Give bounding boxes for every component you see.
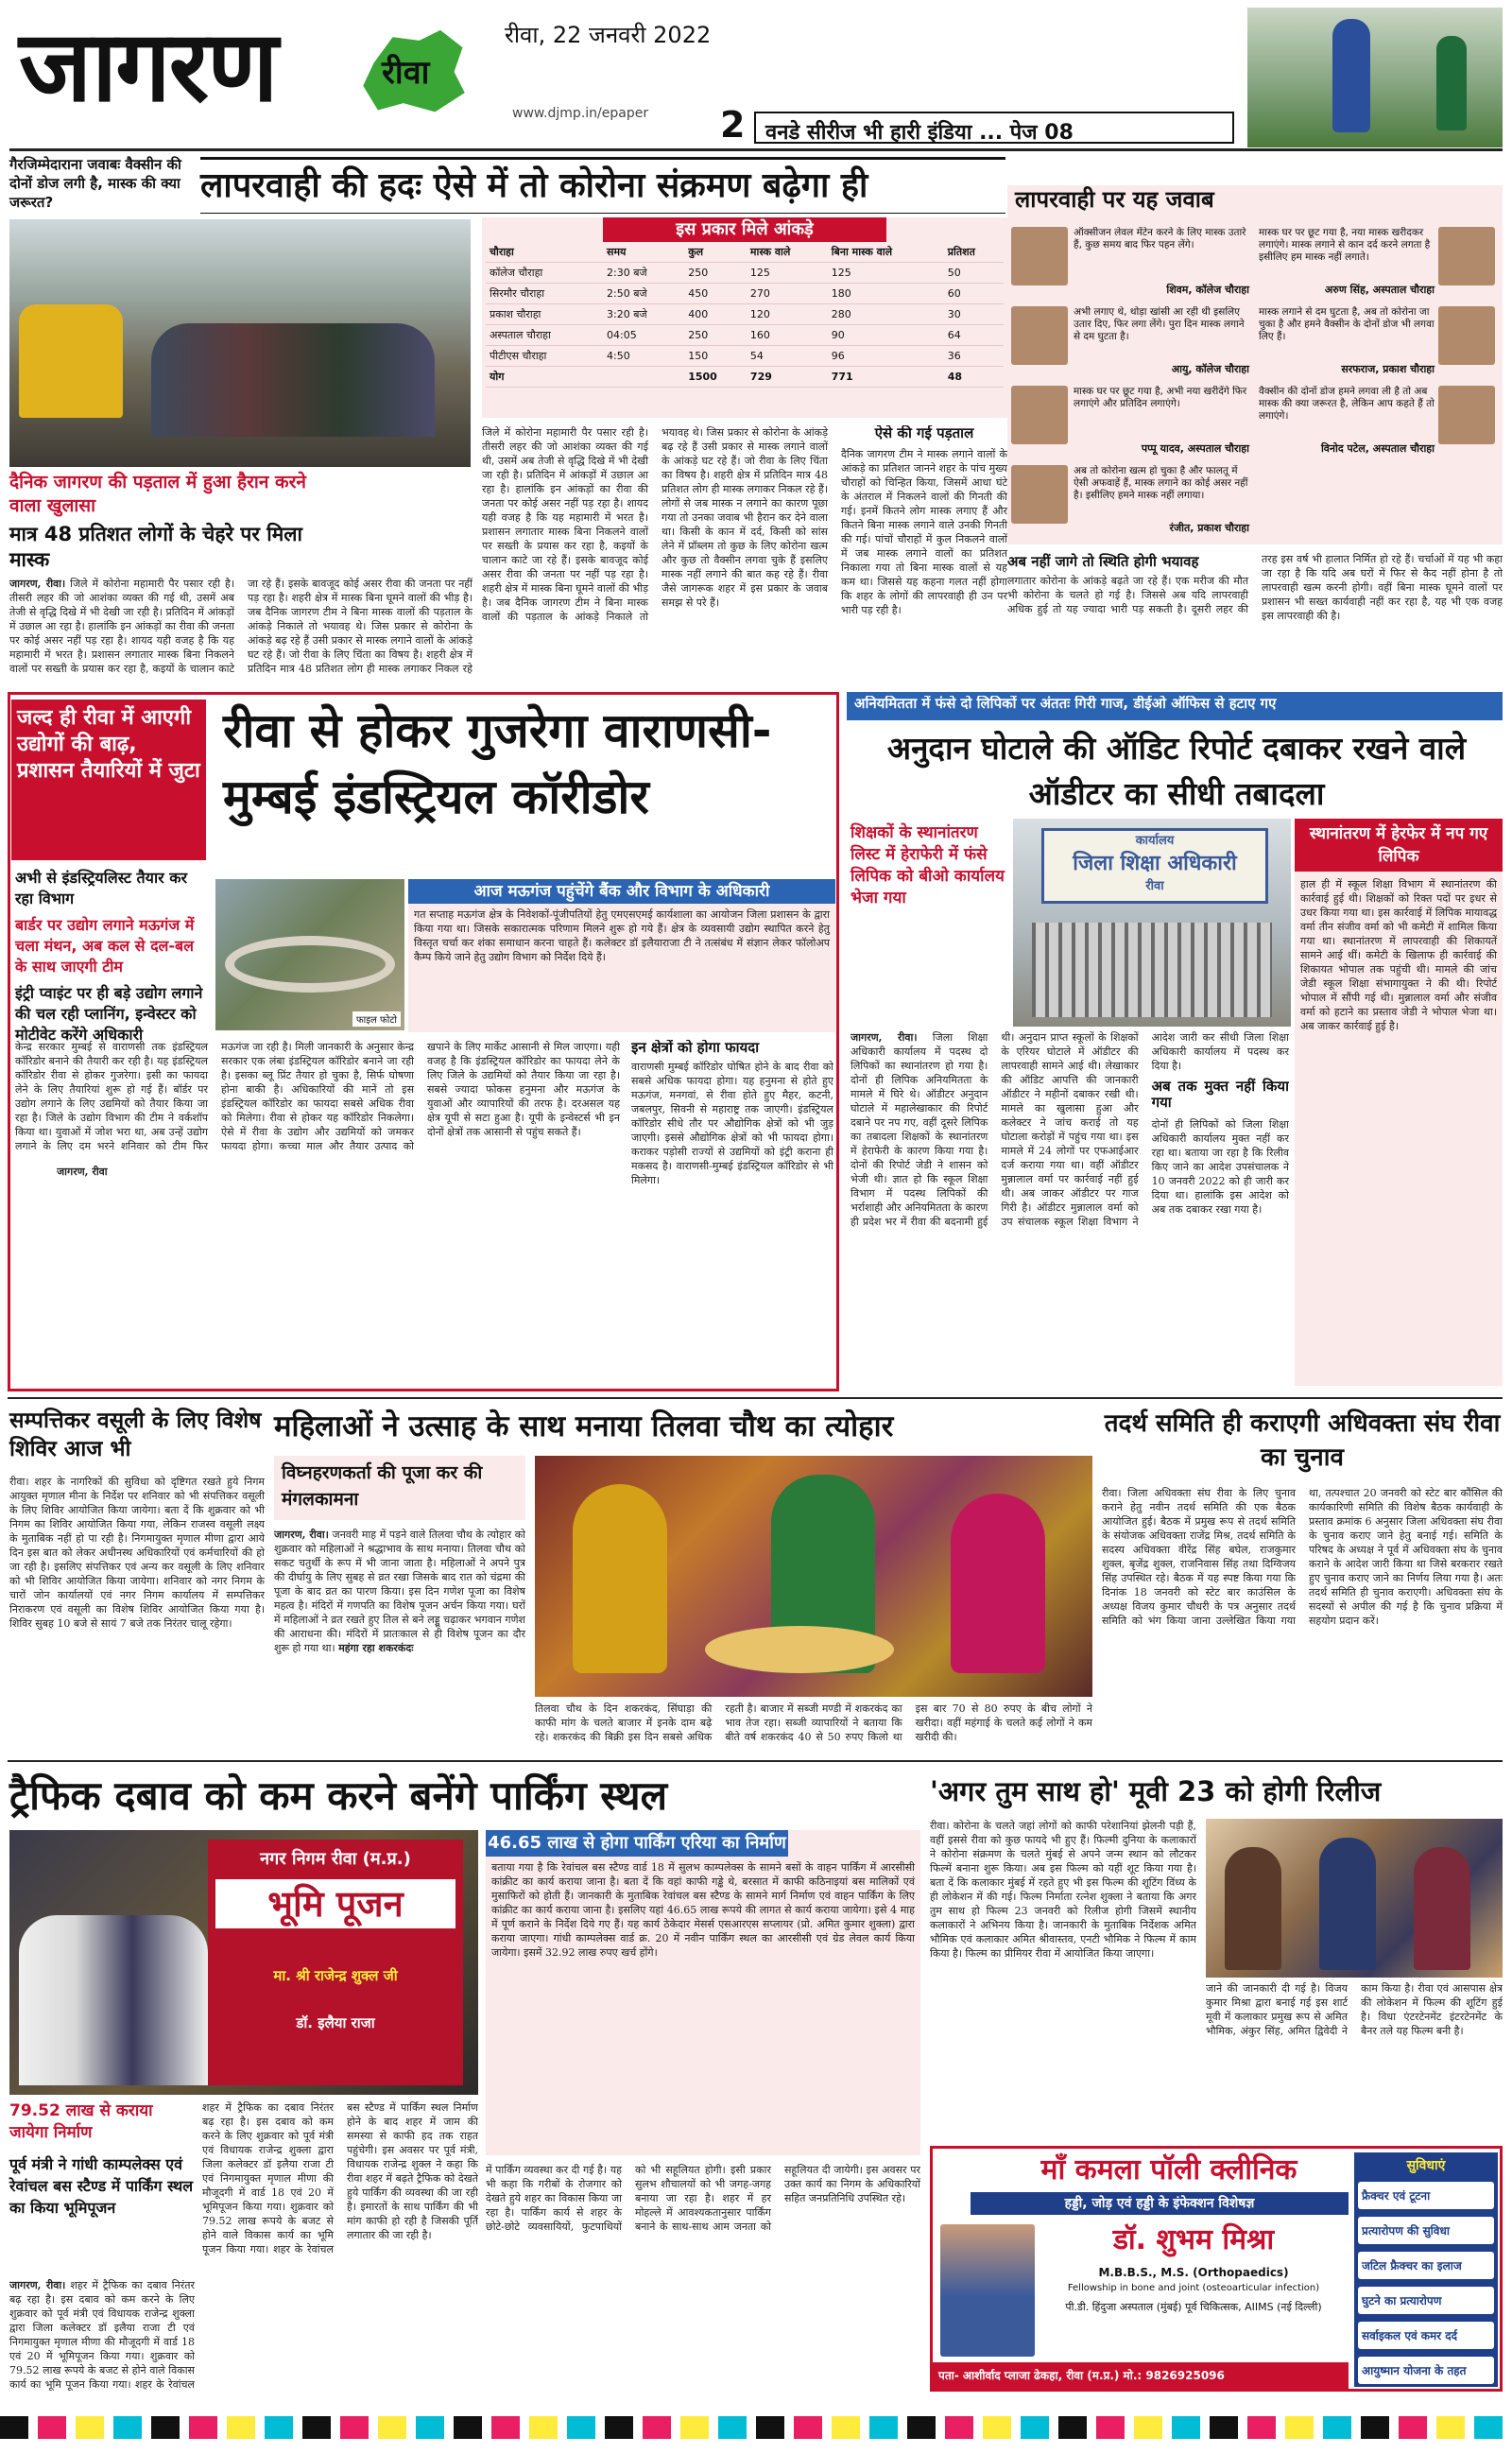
corridor-kicker-box (11, 700, 206, 860)
facility-item: सर्वाइकल एवं कमर दर्द (1358, 2322, 1494, 2349)
actor-figure-3 (1414, 1847, 1470, 1970)
table-header-row (486, 242, 1004, 263)
response-text: वैक्सीन की दोनों डोज हमने लगवा ली है तो अब मास्क की क्या जरूरत है, लेकिन आप कहते हैं तो लगाएंगे। (1259, 386, 1435, 422)
teaser-text: वनडे सीरीज भी हारी इंडिया ... पेज 08 (765, 121, 1074, 145)
table-cell: प्रकाश चौराहा (486, 304, 603, 325)
col-header: प्रतिशत (944, 242, 1004, 263)
tilwa-subhead: विघ्नहरणकर्ता की पूजा कर की मंगलकामना (282, 1462, 483, 1510)
response-text: मास्क घर पर छूट गया है, नया मास्क खरीदकर लगाएंगे। मास्क लगाने से कान दर्द करने लगता है इसीलिए हम मास्क नहीं लगाते। (1259, 227, 1431, 263)
respondent-name: अरुण सिंह, अस्पताल चौराहा (1324, 284, 1435, 296)
facility-item: घुटने का प्रत्यारोपण (1358, 2287, 1494, 2314)
epaper-url[interactable]: www.djmp.in/epaper (512, 106, 649, 121)
table-cell: योग (486, 367, 603, 388)
col-header: चौराहा (486, 242, 603, 263)
lead-text-1b: जिले में कोरोना महामारी पैर पसार रही है। तीसरी लहर की जो आशंका व्यक्त की गई थी, उसमें अब तेजी से वृद्धि दिखे में भी देखी जा रही है। प्रतिदिन में आंकड़ों में उछाल आ रहा है। हालांकि इन आंकड़ों का रीवा की जनता पर कोई असर नहीं पड़ रहा है। शायद यही वजह है कि यह महामारी में भरत है। प्रशासन लगातार मास्क बिना निकलने वालों पर सख्ती के प्रयास कर रहा है, कइयों के चालान काटे जा रहे हैं। इसके बावजूद कोई असर रीवा की जनता पर नहीं पड़ रहा है। शहरी क्षेत्र में मास्क बिना घूमने वालों की भीड़ है। जब दैनिक जागरण टीम ने बिना मास्क वालों की पड़ताल के आंकड़े निकाले तो भयावह थे। जिस प्रकार से कोरोना के आंकड़े बढ़ रहे हैं उसी प्रकार से मास्क लगाने वालों के आंकड़े घट रहे हैं। जो रीवा के लिए चिंता का विषय है। शहरी क्षेत्र में प्रतिदिन मात्र 48 प्रतिशत लोग ही मास्क लगाकर निकल रहे हैं। लोगों से जब मास्क न लगाने का कारण पूछा गया तो उनका जवाब भी हैरान कर देने वाला था। किसी के कान में दर्द, किसी को सांस लेने में प्रॉब्लम तो कुछ के लिए कोरोना खत्म और कुछ तो वैक्सीन लगवा चुके हैं इसलिए मास्क नहीं लगाने की बात कह रहे हैं। रीवा जैसे जागरूक शहर में इस प्रकार के जवाब समझ से परे हैं। (482, 426, 828, 623)
movie-text: रीवा। कोरोना के चलते जहां लोगों को काफी परेशानियां झेलनी पड़ी हैं, वहीं इससे रीवा को कुछ फायदे भी हुए हैं। फिल्मी दुनिया के कलाकारों ने कोरोना संक्रमण के चलते मुंबई से अपने जन्म स्थान को लौटकर फिल्में बनाना शुरू किया। अब इस फिल्म को यहीं शूट किया गया है। बता दें कि कलाकार मुंबई में रहते हुए भी इस फिल्म की शूटिंग विंध्य के ही लोकेशन में की गई। फिल्म निर्माता रत्नेश शुक्ला ने बताया कि अगर तुम साथ हो फिल्म 23 जनवरी को रिलीज होगी जिसमें स्थानीय कलाकारों ने अभिनय किया है। जानकारी के मुताबिक निर्देशक अमित भौमिक एवं कलाकार अमित श्रीवास्तव, एनटी भौमिक ने फिल्म में काम किया है। फिल्म का प्रीमियर रीवा में आयोजित किया जाएगा। (930, 1820, 1196, 1960)
auto-rickshaw (19, 304, 123, 418)
col-header: मास्क वाले (747, 242, 828, 263)
corridor-box (408, 879, 835, 1032)
lead-text-1: जिले में कोरोना महामारी पैर पसार रही है। तीसरी लहर की जो आशंका व्यक्त की गई थी, उसमें अब तेजी से वृद्धि दिखे में भी देखी जा रही है। प्रतिदिन में आंकड़ों में उछाल आ रहा है। हालांकि इन आंकड़ों का रीवा की जनता पर कोई असर नहीं पड़ रहा है। शायद यही वजह है कि यह महामारी में भरत है। प्रशासन लगातार मास्क बिना निकलने वालों पर सख्ती के प्रयास कर रहा है, कइयों के चालान काटे जा रहे हैं। इसके बावजूद कोई असर रीवा की जनता पर नहीं पड़ रहा है। शहरी क्षेत्र में मास्क बिना घूमने वालों की भीड़ है। जब दैनिक जागरण टीम ने बिना मास्क वालों की पड़ताल के आंकड़े निकाले तो भयावह थे। जिस प्रकार से कोरोना के आंकड़े बढ़ रहे हैं उसी प्रकार से मास्क लगाने वालों के आंकड़े घट रहे हैं। जो रीवा के लिए चिंता का विषय है। शहरी क्षेत्र में प्रतिदिन मात्र 48 प्रतिशत लोग ही मास्क लगाकर निकल रहे (9, 578, 472, 675)
audit-side-text: हाल ही में स्कूल शिक्षा विभाग में स्थानांतरण की कार्रवाई हुई थी। शिक्षकों को रिक्त पदों पर इधर से उधर किया गया था। इस कार्रवाई में लिपिक मायावद्ध वर्मा तीन संजीव वर्मा को भी कमेटी में शामिल किया गया था। स्थानांतरण में लापरवाही की शिकायतें सामने आई थीं। कमेटी के खिलाफ ही कार्रवाई की शिकायत भोपाल तक पहुंची थी। मामले की जांच जेडी स्कूल शिक्षा संभागायुक्त ने की थी। रिपोर्ट भोपाल में सौंपी गई थी। मुन्नालाल वर्मा और संजीव वर्मा को हटाने का प्रस्ताव जेडी ने भोपाल भेजा था। अब जाकर कार्रवाई हुई है। (1300, 878, 1497, 1032)
table-cell: 64 (944, 325, 1004, 346)
table-row (486, 325, 1004, 346)
tilwa-text: जनवरी माह में पड़ने वाले तिलवा चौथ के त्योहार को शुक्रवार को महिलाओं ने श्रद्धाभाव के साथ मनाया। तिलवा चौथ को सकट चतुर्थी के रूप में भी जाना जाता है। महिलाओं ने अपने पुत्र की दीर्घायु के लिए सुबह से व्रत रखा जिसके बाद रात को चंद्रमा की पूजा के बाद व्रत का पारण किया। इस दिन गणेश पूजा का विशेष महत्व है। मंदिरों में गणपति का विशेष पूजन अर्चन किया गया। घरों में महिलाओं ने व्रत रखते हुए तिल से बने लड्डू चढ़ाकर भगवान गणेश की आराधना की। मंदिरों में प्रातःकाल से ही विशेष पूजन का दौर शुरू हो गया था। (274, 1529, 525, 1654)
response-text: मास्क घर पर छूट गया है, अभी नया खरीदेंगे फिर लगाएंगे और प्रतिदिन लगाएंगे। (1074, 386, 1247, 409)
office-sign-sub: कार्यालय (1135, 834, 1175, 848)
audit-side-box (1295, 819, 1503, 1386)
table-title: इस प्रकार मिले आंकड़े (603, 217, 886, 242)
parking-box (486, 1830, 920, 2155)
respondent-photo (1011, 306, 1068, 365)
lead-body-mid (482, 425, 1007, 685)
respondent-name: पप्पू यादव, अस्पताल चौराहा (1141, 442, 1249, 455)
ad-doctor: डॉ. शुभम मिश्रा (1112, 2223, 1275, 2256)
office-sign-board (1041, 828, 1268, 904)
respondent-photo (1011, 386, 1068, 444)
advocates-text: रीवा। जिला अधिवक्ता संघ रीवा के लिए चुनाव कराने हेतु नवीन तदर्थ समिति की एक बैठक आयोजित हुई। बैठक में प्रमुख रूप से तदर्थ समिति के संयोजक अधिवक्ता राजेंद्र मिश्र, तदर्थ समिति के सदस्य अधिवक्ता वीरेंद्र सिंह बघेल, राजकुमार शुक्ल, बृजेंद्र शुक्ल, राजनिवास सिंह तथा दिग्विजय सिंह उपस्थित रहे। बैठक में यह स्पष्ट किया गया कि दिनांक 18 जनवरी को स्टेट बार काउंसिल के अध्यक्ष विजय कुमार चौधरी के पत्र अनुसार तदर्थ समिति को भंग किया जाना उल्लेखित किया गया था, तत्पश्चात 20 जनवरी को स्टेट बार कौंसिल की कार्यकारिणी समिति की विशेष बैठक कार्यवाही के प्रस्ताव क्रमांक 6 अनुसार जिला अधिवक्ता संघ रीवा के चुनाव कराए जाने हेतु बनाई गई। समिति के परिषद के अध्यक्ष ने पूर्व में अधिवक्ता संघ के चुनाव कराने के आदेश जारी किया था जिसे बरकरार रखते हुए चुनाव कराए जाने का निर्णय लिया गया है। अतः तदर्थ समिति ही चुनाव कराएगी। अधिवक्ता संघ के सदस्यों से अपील की गई है कि चुनाव प्रक्रिया में सहयोग प्रदान करें। (1102, 1487, 1503, 1627)
audit-headline: अनुदान घोटाले की ऑडिट रिपोर्ट दबाकर रखने वाले ऑडीटर का सीधी तबादला (886, 730, 1467, 812)
tilwa-body-right (535, 1702, 1092, 1754)
pujan-banner (208, 1840, 463, 2085)
response-item (1011, 465, 1251, 541)
fielder-figure (1436, 36, 1467, 130)
response-item (1259, 386, 1499, 461)
cricket-photo (1247, 8, 1503, 147)
left-kicker: गैरजिम्मेदाराना जवाबः वैक्सीन की दोनों डोज लगी है, मास्क की क्या जरूरत? (9, 156, 181, 211)
respondent-photo (1011, 465, 1068, 524)
table-row (486, 263, 1004, 284)
parking-red-caption: 79.52 लाख से कराया जायेगा निर्माण (9, 2101, 153, 2142)
table-cell: 250 (684, 325, 747, 346)
corridor-kicker: जल्द ही रीवा में आएगी उद्योगों की बाढ़, प्रशासन तैयारियों में जुटा (17, 706, 200, 783)
table-cell: 90 (828, 325, 944, 346)
lead-headline: लापरवाही की हदः ऐसे में तो कोरोना संक्रमण बढ़ेगा ही (200, 166, 868, 205)
table-cell: 280 (828, 304, 944, 325)
table-cell: 2:30 बजे (603, 263, 684, 284)
doctor-photo (940, 2224, 1035, 2357)
banner-line-4: डॉ. इलैया राजा (296, 2014, 375, 2031)
ad-qualification: M.B.B.S., M.S. (Orthopaedics) (1098, 2266, 1289, 2279)
data-table-box (482, 217, 1007, 418)
audit-subhead: अब तक मुक्त नहीं किया गया (1151, 1078, 1289, 1112)
ad-institution: पी.डी. हिंदुजा अस्पताल (मुंबई) पूर्व चिकित्सक, AIIMS (नई दिल्ली) (1065, 2301, 1322, 2313)
table-cell: 450 (684, 284, 747, 304)
banner-line-2: भूमि पूजन (215, 1879, 455, 1928)
respondent-name: आयु, कॉलेज चौराहा (1171, 363, 1249, 375)
table-cell: 270 (747, 284, 828, 304)
corridor-side-points (15, 868, 210, 1046)
parking-headline: ट्रैफिक दबाव को कम करने बनेंगे पार्किंग स्थल (9, 1772, 668, 1819)
table-cell: 48 (944, 367, 1004, 388)
dateline: रीवा, 22 जनवरी 2022 (505, 22, 712, 48)
table-cell: 30 (944, 304, 1004, 325)
respondent-photo (1011, 227, 1068, 285)
response-text: अब तो कोरोना खत्म हो चुका है और फालतू में ऐसी अफवाहें हैं, मास्क लगाने का कोई असर नहीं है। इसीलिए हमने मास्क नहीं लगाया। (1074, 465, 1248, 501)
tilwa-byline: जागरण, रीवा। (274, 1529, 329, 1541)
movie-headline: 'अगर तुम साथ हो' मूवी 23 को होगी रिलीज (930, 1775, 1382, 1807)
audit-byline: जागरण, रीवा। (850, 1031, 918, 1044)
audit-kicker-bar (847, 692, 1503, 720)
table-cell: 125 (828, 263, 944, 284)
ad-title: माँ कमला पॉली क्लीनिक (1040, 2153, 1297, 2186)
table-cell (603, 367, 684, 388)
puja-thali (705, 1626, 894, 1673)
tilwa-photo (535, 1456, 1092, 1697)
table-cell: पीटीएस चौराहा (486, 346, 603, 367)
table-cell: 04:05 (603, 325, 684, 346)
flyover-shape (225, 936, 395, 993)
corridor-photo (215, 879, 404, 1030)
corridor-point-2: बार्डर पर उद्योग लगाने मऊगंज में चला मंथन, अब कल से दल-बल के साथ जाएगी टीम (15, 916, 195, 976)
woman-figure-3 (951, 1494, 1045, 1673)
corridor-box-title: आज मऊगंज पहुंचेंगे बैंक और विभाग के अधिकारी (408, 879, 835, 904)
table-cell: 54 (747, 346, 828, 367)
registration-color-bar (0, 2416, 1512, 2439)
respondent-name: शिवम, कॉलेज चौराहा (1166, 284, 1249, 296)
responses-list (1007, 223, 1503, 544)
table-cell: 96 (828, 346, 944, 367)
banner-line-1: नगर निगम रीवा (म.प्र.) (260, 1849, 411, 1869)
table-cell: 250 (684, 263, 747, 284)
corridor-point-3: इंट्री प्वाइंट पर ही बड़े उद्योग लगाने की चल रही प्लानिंग, इन्वेस्टर को मोटीवेट करेंगे अधिकारी (15, 984, 203, 1044)
corridor-text: केन्द्र सरकार मुम्बई से वाराणसी तक इंडस्ट्रियल कॉरिडोर बनाने की तैयारी कर रही है। यह इंडस्ट्रियल कॉरिडोर रीवा से होकर गुजरेगा। इसी का फायदा लेने के लिए तैयारियां शुरू हो गई हैं। बॉर्डर पर उद्योग लगाने के लिए उद्यमियों को तैयार किया जा रहा है। जिले के उद्योग विभाग की टीम ने वर्कशॉप किया था। युवाओं में जोश भरा था, अब उन्हें उद्योग लगाने के लिए दम भरने शनिवार को टीम फिर मऊगंज जा रही है। मिली जानकारी के अनुसार केन्द्र सरकार एक लंबा इंडस्ट्रियल कॉरिडोर बनाने जा रही है। इसका ब्लू प्रिंट तैयार हो चुका है, सिर्फ घोषणा होना बाकी है। अधिकारियों की मानें तो इस इंडस्ट्रियल कॉरिडोर का फायदा सबसे अधिक रीवा को मिलेगा। रीवा से होकर यह कॉरिडोर निकलेगा। ऐसे में रीवा के उद्योग और उद्यमियों को जमकर फायदा होगा। कच्चा माल और तैयार उत्पाद को खपाने के लिए मार्केट आसानी से मिल जाएगा। यही वजह है कि इंडस्ट्रियल कॉरिडोर का फायदा लेने के लिए जिले के उद्यमियों को तैयार किया जा रहा है। सबसे ज्यादा फोकस हनुमना और मऊगंज के युवाओं और व्यापारियों की तरफ है। दरअसल यह क्षेत्र यूपी से सटा हुआ है। यूपी के इन्वेस्टर्स भी इन दोनों क्षेत्रों तक आसानी से पहुंच सकते हैं। (15, 1041, 620, 1152)
respondent-photo (1438, 306, 1495, 365)
officials-group (19, 1915, 208, 2085)
audit-kicker: अनियमितता में फंसे दो लिपिकों पर अंततः गिरी गाज, डीईओ ऑफिस से हटाए गए (854, 696, 1277, 712)
table-cell: 150 (684, 346, 747, 367)
corridor-subhead: इन क्षेत्रों को होगा फायदा (631, 1040, 760, 1056)
tilwa-subhead-box (274, 1456, 525, 1520)
ad-subtitle: हड्डी, जोड़ एवं हड्डी के इंफेक्शन विशेषज्ञ (1064, 2196, 1255, 2211)
table-cell: 120 (747, 304, 828, 325)
table-row (486, 284, 1004, 304)
tilwa-body-left (274, 1528, 525, 1754)
movie-body-left (930, 1819, 1196, 2140)
respondent-name: रंजीत, प्रकाश चौराहा (1169, 522, 1249, 534)
ad-fellowship: Fellowship in bone and joint (osteoarticular infection) (1067, 2283, 1320, 2293)
response-text: मास्क लगाने से दम घुटता है, अब तो कोरोना जा चुका है और हमने वैक्सीन के दोनों डोज भी लगवा लिए हैं। (1259, 306, 1435, 342)
advocates-headline: तदर्थ समिति ही कराएगी अधिवक्ता संघ रीवा का चुनाव (1104, 1409, 1501, 1472)
audit-body (850, 1030, 1289, 1386)
table-cell: 50 (944, 263, 1004, 284)
lead-byline: जागरण, रीवा। (9, 578, 66, 590)
facility-item: फ्रैक्चर एवं टूटना (1358, 2182, 1494, 2209)
response-item (1011, 386, 1251, 461)
movie-poster (1206, 1819, 1503, 1978)
bhoomi-pujan-photo (9, 1830, 478, 2095)
col-header: बिना मास्क वाले (828, 242, 944, 263)
table-cell: 2:50 बजे (603, 284, 684, 304)
corridor-byline: जागरण, रीवा (57, 1166, 108, 1178)
facilities-list (1358, 2182, 1494, 2384)
photo-caption-2: मात्र 48 प्रतिशत लोगों के चेहरे पर मिला मास्क (9, 523, 302, 571)
responses-body (1007, 552, 1503, 685)
respondent-name: विनोद पटेल, अस्पताल चौराहा (1320, 442, 1435, 455)
facility-item: जटिल फ्रैक्चर का इलाज (1358, 2252, 1494, 2279)
lead-headline-bar (200, 157, 1005, 214)
parking-box-title: 46.65 लाख से होगा पार्किंग एरिया का निर्माण (486, 1830, 788, 1857)
table-cell: 125 (747, 263, 828, 284)
audit-side-red: शिक्षकों के स्थानांतरण लिस्ट में हेराफेरी में फंसे लिपिक को बीओ कार्यालय भेजा गया (850, 823, 1005, 907)
parking-text: शहर में ट्रैफिक का दबाव निरंतर बढ़ रहा है। इस दबाव को कम करने के लिए शुक्रवार को पूर्व मंत्री एवं विधायक राजेन्द्र शुक्ला द्वारा जिला कलेक्टर डॉ इलैया राजा टी एवं निगमायुक्त मृणाल मीणा की मौजूदगी में वार्ड 18 एवं 20 में भूमिपूजन किया गया। शुक्रवार को 79.52 लाख रूपये के बजट से होने वाले विकास कार्य का भूमि पूजन किया गया। शहर के रेवांचल (9, 2279, 195, 2391)
photo-caption: दैनिक जागरण की पड़ताल में हुआ हैरान करने वाला खुलासा (9, 472, 306, 516)
response-item (1259, 227, 1499, 302)
responses-panel (1007, 185, 1503, 544)
parking-text-2: में पार्किंग व्यवस्था कर दी गई है। यह भी कहा कि गरीबों के रोजगार को देखते हुये शहर का विकास किया जा रहा है। पार्किंग कार्य से शहर के छोटे-छोटे व्यवसायियों, फुटपाथियों को भी सहूलियत होगी। इसी प्रकार सुलभ शौचालयों को भी जगह-जगह बनाया जा रहा है। शहर में हर मोहल्ले में आवश्यकतानुसार पार्किंग बनाने के साथ-साथ आम जनता को सहूलियत दी जायेगी। इस अवसर पर उक्त कार्य का निगम के अधिकारियों सहित जनप्रतिनिधि उपस्थित रहे। (486, 2164, 920, 2233)
tax-text: रीवा। शहर के नागरिकों की सुविधा को दृष्टिगत रखते हुये निगम आयुक्त मृणाल मीना के निर्देश पर शनिवार को भी संपत्तिकर वसूली के लिए शिविर आयोजित किया जायेगा। बता दें कि शुक्रवार को भी निगम का शिविर आयोजित किया गया, लेकिन राजस्व वसूली लक्ष्य के मुताबिक नहीं हो पा रही है। निगमायुक्त मृणाल मीणा द्वारा आये दिन इस बात को लेकर अधीनस्थ अधिकारियों एवं कर्मचारियों की हो जा रही है। इसलिए संपत्तिकर एवं अन्य कर वसूली के लिए शनिवार को भी शिविर आयोजित किया जायेगा। शनिवार को नगर निगम के चारों जोन कार्यालयों एवं नगर निगम कार्यालय में सम्पत्तिकर निराकरण एवं वसूली का विशेष शिविर आयोजित किया गया है। शिविर सुबह 10 बजे से सायं 7 बजे तक निरंतर चालू रहेगा। (9, 1476, 265, 1630)
office-sign: जिला शिक्षा अधिकारी (1073, 852, 1237, 875)
office-city: रीवा (1145, 879, 1164, 893)
table-cell: 3:20 बजे (603, 304, 684, 325)
office-photo (1013, 819, 1291, 1027)
col-header: समय (603, 242, 684, 263)
corridor-box-text: गत सप्ताह मऊगंज क्षेत्र के निवेशकों-पूंजीपतियों हेतु एमएसएमई कार्यशाला का आयोजन जिला प्रशासन के द्वारा किया गया था। जिसके सकारात्मक परिणाम मिलने शुरू हो गये हैं। क्षेत्र के व्यवसायी उद्योग स्थापित करने हेतु विस्तृत चर्चा कर शंका समाधान करना चाहते हैं। कलेक्टर डॉ इलैयाराजा टी ने तत्संबंध में संज्ञान लेकर फॉलोअप कैम्प किये जाने हेतु उद्योग विभाग को निर्देश दिये हैं। (414, 908, 830, 963)
ad-subtitle-bar (971, 2192, 1349, 2215)
table-cell: सिरमौर चौराहा (486, 284, 603, 304)
woman-figure-1 (573, 1484, 667, 1673)
table-cell: अस्पताल चौराहा (486, 325, 603, 346)
table-cell: 160 (747, 325, 828, 346)
table-row (486, 367, 1004, 388)
movie-body-right (1206, 1981, 1503, 2140)
facility-item: प्रत्यारोपण की सुविधा (1358, 2217, 1494, 2244)
ad-address-bar (933, 2362, 1349, 2389)
table-row (486, 304, 1004, 325)
photo-label: फाइल फोटो (352, 1011, 401, 1027)
tilwa-headline: महिलाओं ने उत्साह के साथ मनाया तिलवा चौथ का त्योहार (274, 1409, 894, 1443)
response-item (1011, 306, 1251, 382)
parking-body-left (9, 2278, 195, 2392)
table-cell: 180 (828, 284, 944, 304)
parking-body-right (486, 2163, 920, 2392)
corridor-body-right (631, 1040, 833, 1384)
col-header: कुल (684, 242, 747, 263)
masthead (0, 0, 1512, 151)
crowd-shape (151, 323, 435, 437)
lead-body-left (9, 577, 472, 685)
respondent-photo (1438, 227, 1495, 285)
audit-text: जिला शिक्षा अधिकारी कार्यालय में पदस्थ दो लिपिकों का स्थानांतरण हो गया है। दोनों ही लिपिक अनियमितता के मामले में घिरे थे। ऑडीटर अनुदान घोटाले में महालेखाकार की रिपोर्ट दबाने पर नप गए, वहीं दूसरे लिपिक का तबादला शिक्षकों के स्थानांतरण में हेराफेरी के कारण किया गया है। दोनों की रिपोर्ट जेडी ने शासन को भेजी थी। ज्ञात हो कि स्कूल शिक्षा विभाग में पदस्थ लिपिकों की भर्राशाही और अनियमितता के कारण ही प्रदेश भर में रीवा की बदनामी हुई थी। अनुदान प्राप्त स्कूलों के शिक्षकों के एरियर घोटाले में ऑडीटर की लापरवाही सामने आई थी। लेखाकार की ऑडिट आपत्ति की जानकारी ऑडीटर ने महीनों दबाकर रखी थी। मामले का खुलासा हुआ और कलेक्टर ने जांच कराई तो यह घोटाला करोड़ों में पहुंच गया था। इस मामले में 24 लोगों पर एफआईआर दर्ज कराया गया था। वहीं ऑडीटर मुन्नालाल वर्मा पर कार्रवाई नहीं हुई थी। अब जाकर ऑडीटर पर गाज गिरी है। ऑडीटर मुन्नालाल वर्मा को उप संचालक स्कूल शिक्षा विभाग ने आदेश जारी कर सीधी जिला शिक्षा अधिकारी कार्यालय में पदस्थ कर दिया है। (850, 1031, 1289, 1228)
table-cell: 36 (944, 346, 1004, 367)
movie-text-2: जाने की जानकारी दी गई है। विजय कुमार मिश्रा द्वारा बनाई गई इस शार्ट मूवी में कलाकार प्रमुख रूप से अमित भौमिक, अंकुर सिंह, अमित द्विवेदी ने काम किया है। रीवा एवं आसपास क्षेत्र की लोकेशन में फिल्म की शूटिंग हुई है। विधा एंटरटेनमेंट इंटरटेनमेंट के बैनर तले यह फिल्म बनी है। (1206, 1982, 1503, 2037)
actor-figure-1 (1225, 1847, 1281, 1970)
audit-side-title: स्थानांतरण में हेरफेर में नप गए लिपिक (1295, 819, 1503, 872)
response-text: अभी लगाए थे, थोड़ा खांसी आ रही थी इसलिए उतार दिए, फिर लगा लेंगे। पुरा दिन मास्क लगाने से दम घुटता है। (1074, 306, 1245, 342)
respondent-name: सरफराज, प्रकाश चौराहा (1341, 363, 1435, 375)
facility-item: आयुष्मान योजना के तहत (1358, 2357, 1494, 2384)
tilwa-text-2: तिलवा चौथ के दिन शकरकंद, सिंघाड़ा की काफी मांग के चलते बाजार में इनके दाम बढ़े रहे। शकरकंद की बिक्री इस दिन सबसे अधिक रहती है। बाजार में सब्जी मण्डी में शकरकंद का भाव तेज रहा। सब्जी व्यापारियों ने बताया कि बीते वर्ष शकरकंद 40 से 50 रुपए किलो था इस बार 70 से 80 रुपए के बीच लोगों ने खरीदा। वहीं महंगाई के चलते कई लोगों ने कम खरीदी की। (535, 1702, 1092, 1743)
response-text: ऑक्सीजन लेवल मेंटेन करने के लिए मास्क उतारे हैं, कुछ समय बाद फिर पहन लेंगे। (1074, 227, 1246, 251)
ad-facilities (1354, 2152, 1498, 2387)
parking-box-text: बताया गया है कि रेवांचल बस स्टैण्ड वार्ड 18 में सुलभ काम्पलेक्स के सामने बसों के वाहन पार्किंग में आरसीसी कांक्रीट का कार्य कराया जाना है। बता दें कि वहां काफी गड्ढे थे, बरसात में काफी कठिनाइयां बस मालिकों एवं मुसाफिरों को होती हैं। जानकारी के मुताबिक रेवांचल बस स्टैण्ड के सामने मार्ग निर्माण एवं वाहन पार्किंग के लिए कांक्रीट का कार्य कराया जाना है। इसलिए यहां 46.65 लाख रूपये की लागत से कार्य कराया जायेगा। इसे 4 माह में पूर्ण कराने के निर्देश दिये गए हैं। यह कार्य ठेकेदार मेसर्स एसआरएस सप्लायर (प्रो. अमित कुमार शुक्ला) द्वारा कराया जाएगा। गांधी काम्पलेक्स वार्ड क्र. 20 में नवीन पार्किंग स्थल का आरसीसी एवं ग्रेड लेवल कार्य किया जायेगा। इसमें 32.92 लाख रुपए खर्च होंगे। (491, 1861, 915, 1959)
office-gate (1032, 923, 1272, 1017)
city-label: रीवा (382, 54, 430, 92)
parking-text-b: शहर में ट्रैफिक का दबाव निरंतर बढ़ रहा है। इस दबाव को कम करने के लिए शुक्रवार को पूर्व मंत्री एवं विधायक राजेन्द्र शुक्ला द्वारा जिला कलेक्टर डॉ इलैया राजा टी एवं निगमायुक्त मृणाल मीणा की मौजूदगी में वार्ड 18 एवं 20 में भूमिपूजन किया गया। शुक्रवार को 79.52 लाख रूपये के बजट से होने वाले विकास कार्य का भूमि पूजन किया गया। शहर के रेवांचल बस स्टैण्ड में पार्किंग स्थल निर्माण होने के बाद शहर में जाम की समस्या से काफी हद तक राहत पहुंचेगी। इस अवसर पर पूर्व मंत्री, विधायक राजेन्द्र शुक्ल ने कहा कि रीवा शहर में बढ़ते ट्रैफिक को देखते हुये पार्किंग की व्यवस्था की जा रही है। इमारतों के साथ पार्किंग की भी मांग काफी हो रही है जिसकी पूर्ति लगातार की जा रही है। (202, 2101, 478, 2255)
corridor-body (15, 1040, 620, 1384)
table-cell: 400 (684, 304, 747, 325)
traffic-photo (9, 219, 471, 467)
table-cell: कॉलेज चौराहा (486, 263, 603, 284)
logo: जागरण (19, 9, 277, 124)
responses-subhead: अब नहीं जागे तो स्थिति होगी भयावह (1007, 553, 1199, 570)
table-cell: 1500 (684, 367, 747, 388)
response-item (1011, 227, 1251, 302)
batsman-figure (1332, 19, 1370, 132)
page-number: 2 (720, 104, 746, 146)
table-row (486, 346, 1004, 367)
corridor-point-1: अभी से इंडस्ट्रियलिस्ट तैयार कर रहा विभाग (15, 869, 188, 907)
banner-line-3: मा. श्री राजेन्द्र शुक्ल जी (273, 1967, 398, 1984)
tilwa-subhead-2: महंगा रहा शकरकंदः (338, 1642, 414, 1654)
responses-text: लगातार कोरोना के आंकड़े बढ़ते जा रहे हैं। एक मरीज की मौत भी कोरोना के चलते हो गई है। जिससे अब यदि लापरवाही अधिक हुई तो यह ज्यादा भारी पड़ सकती है। दूसरी लहर की तरह इस वर्ष भी हालात निर्मित हो रहे हैं। चर्चाओं में यह भी कहा जा रहा है कि यदि अब घरों में फिर से कैद नहीं होना है तो लापरवाही खत्म करनी होगी। वहीं बिना मास्क घूमने वालों पर प्रशासन भी सख्त कार्यवाही नहीं कर रहा है, यह भी एक वजह इस लापरवाही की है। (1007, 553, 1503, 622)
corridor-headline: रीवा से होकर गुजरेगा वाराणसी-मुम्बई इंडस्ट्रियल कॉरीडोर (223, 703, 772, 824)
actor-figure-2 (1319, 1838, 1376, 1970)
tax-headline: सम्पत्तिकर वसूली के लिए विशेष शिविर आज भी (9, 1408, 262, 1461)
parking-byline: जागरण, रीवा। (9, 2279, 66, 2291)
parking-body-mid (202, 2100, 478, 2392)
lead-subhead: ऐसे की गई पड़ताल (874, 425, 974, 441)
lead-text-2: दैनिक जागरण टीम ने मास्क लगाने वालों के आंकड़े का प्रतिशत जानने शहर के पांच मुख्य चौराहों को चिन्हित किया, जिसमें आधा घंटे के अंतराल में निकलने वालों की गिनती की गई। इनमें कितने लोग मास्क लगाए हैं और कितने बिना मास्क लगाने वाले उनकी गिनती की गई। पांचों चौराहों में कुल निकलने वालों में जब मास्क लगाने वालों का प्रतिशत निकाला गया तो बिना मास्क वालों से यह कम था। जिससे यह कहना गलत नहीं होगा कि शहर के लोगों की लापरवाही ही उन पर भारी पड़ रही है। (841, 448, 1007, 617)
parking-kicker: पूर्व मंत्री ने गांधी काम्पलेक्स एवं रेवांचल बस स्टैण्ड में पार्किंग स्थल का किया भूमिपूजन (9, 2155, 194, 2217)
clinic-ad[interactable] (930, 2146, 1503, 2392)
table-cell: 4:50 (603, 346, 684, 367)
responses-title: लापरवाही पर यह जवाब (1015, 186, 1214, 213)
corridor-text-2: वाराणसी मुम्बई कॉरिडोर घोषित होने के बाद रीवा को सबसे अधिक फायदा होगा। यह हनुमना से होते हुए मऊगंज, मनगवां, से रीवा होते हुए मैहर, कटनी, जबलपुर, सिवनी से महाराष्ट्र तक जाएगी। इंडस्ट्रियल कॉरिडोर सीधे तौर पर औद्योगिक क्षेत्रों को भी जुड़ जाएगी। इससे औद्योगिक क्षेत्रों को भी फायदा होगा। कराकर पड़ोसी राज्यों से उद्यमियों को इंट्री कराना ही मकसद है। वाराणसी-मुम्बई इंडस्ट्रियल कॉरिडोर से भी मिलेगा। (631, 1061, 833, 1187)
table-cell: 60 (944, 284, 1004, 304)
advocates-body (1102, 1486, 1503, 1754)
response-item (1259, 306, 1499, 382)
respondent-photo (1438, 386, 1495, 444)
table-cell: 729 (747, 367, 828, 388)
table-cell: 771 (828, 367, 944, 388)
mask-data-table (486, 242, 1004, 388)
audit-text-2: दोनों ही लिपिकों को जिला शिक्षा अधिकारी कार्यालय मुक्त नहीं कर रहा था। बताया जा रहा है कि रिलीव किए जाने का आदेश उपसंचालक ने 10 जनवरी 2022 को ही जारी कर दिया था। हालांकि इस आदेश को अब तक दबाकर रखा गया है। (1151, 1117, 1289, 1216)
ad-address: पता- आशीर्वाद प्लाजा ढेकहा, रीवा (म.प्र.) मो.: 9826925096 (938, 2369, 1225, 2382)
teaser-box[interactable] (754, 112, 1234, 144)
ad-facilities-title: सुविधाएं (1406, 2158, 1446, 2173)
